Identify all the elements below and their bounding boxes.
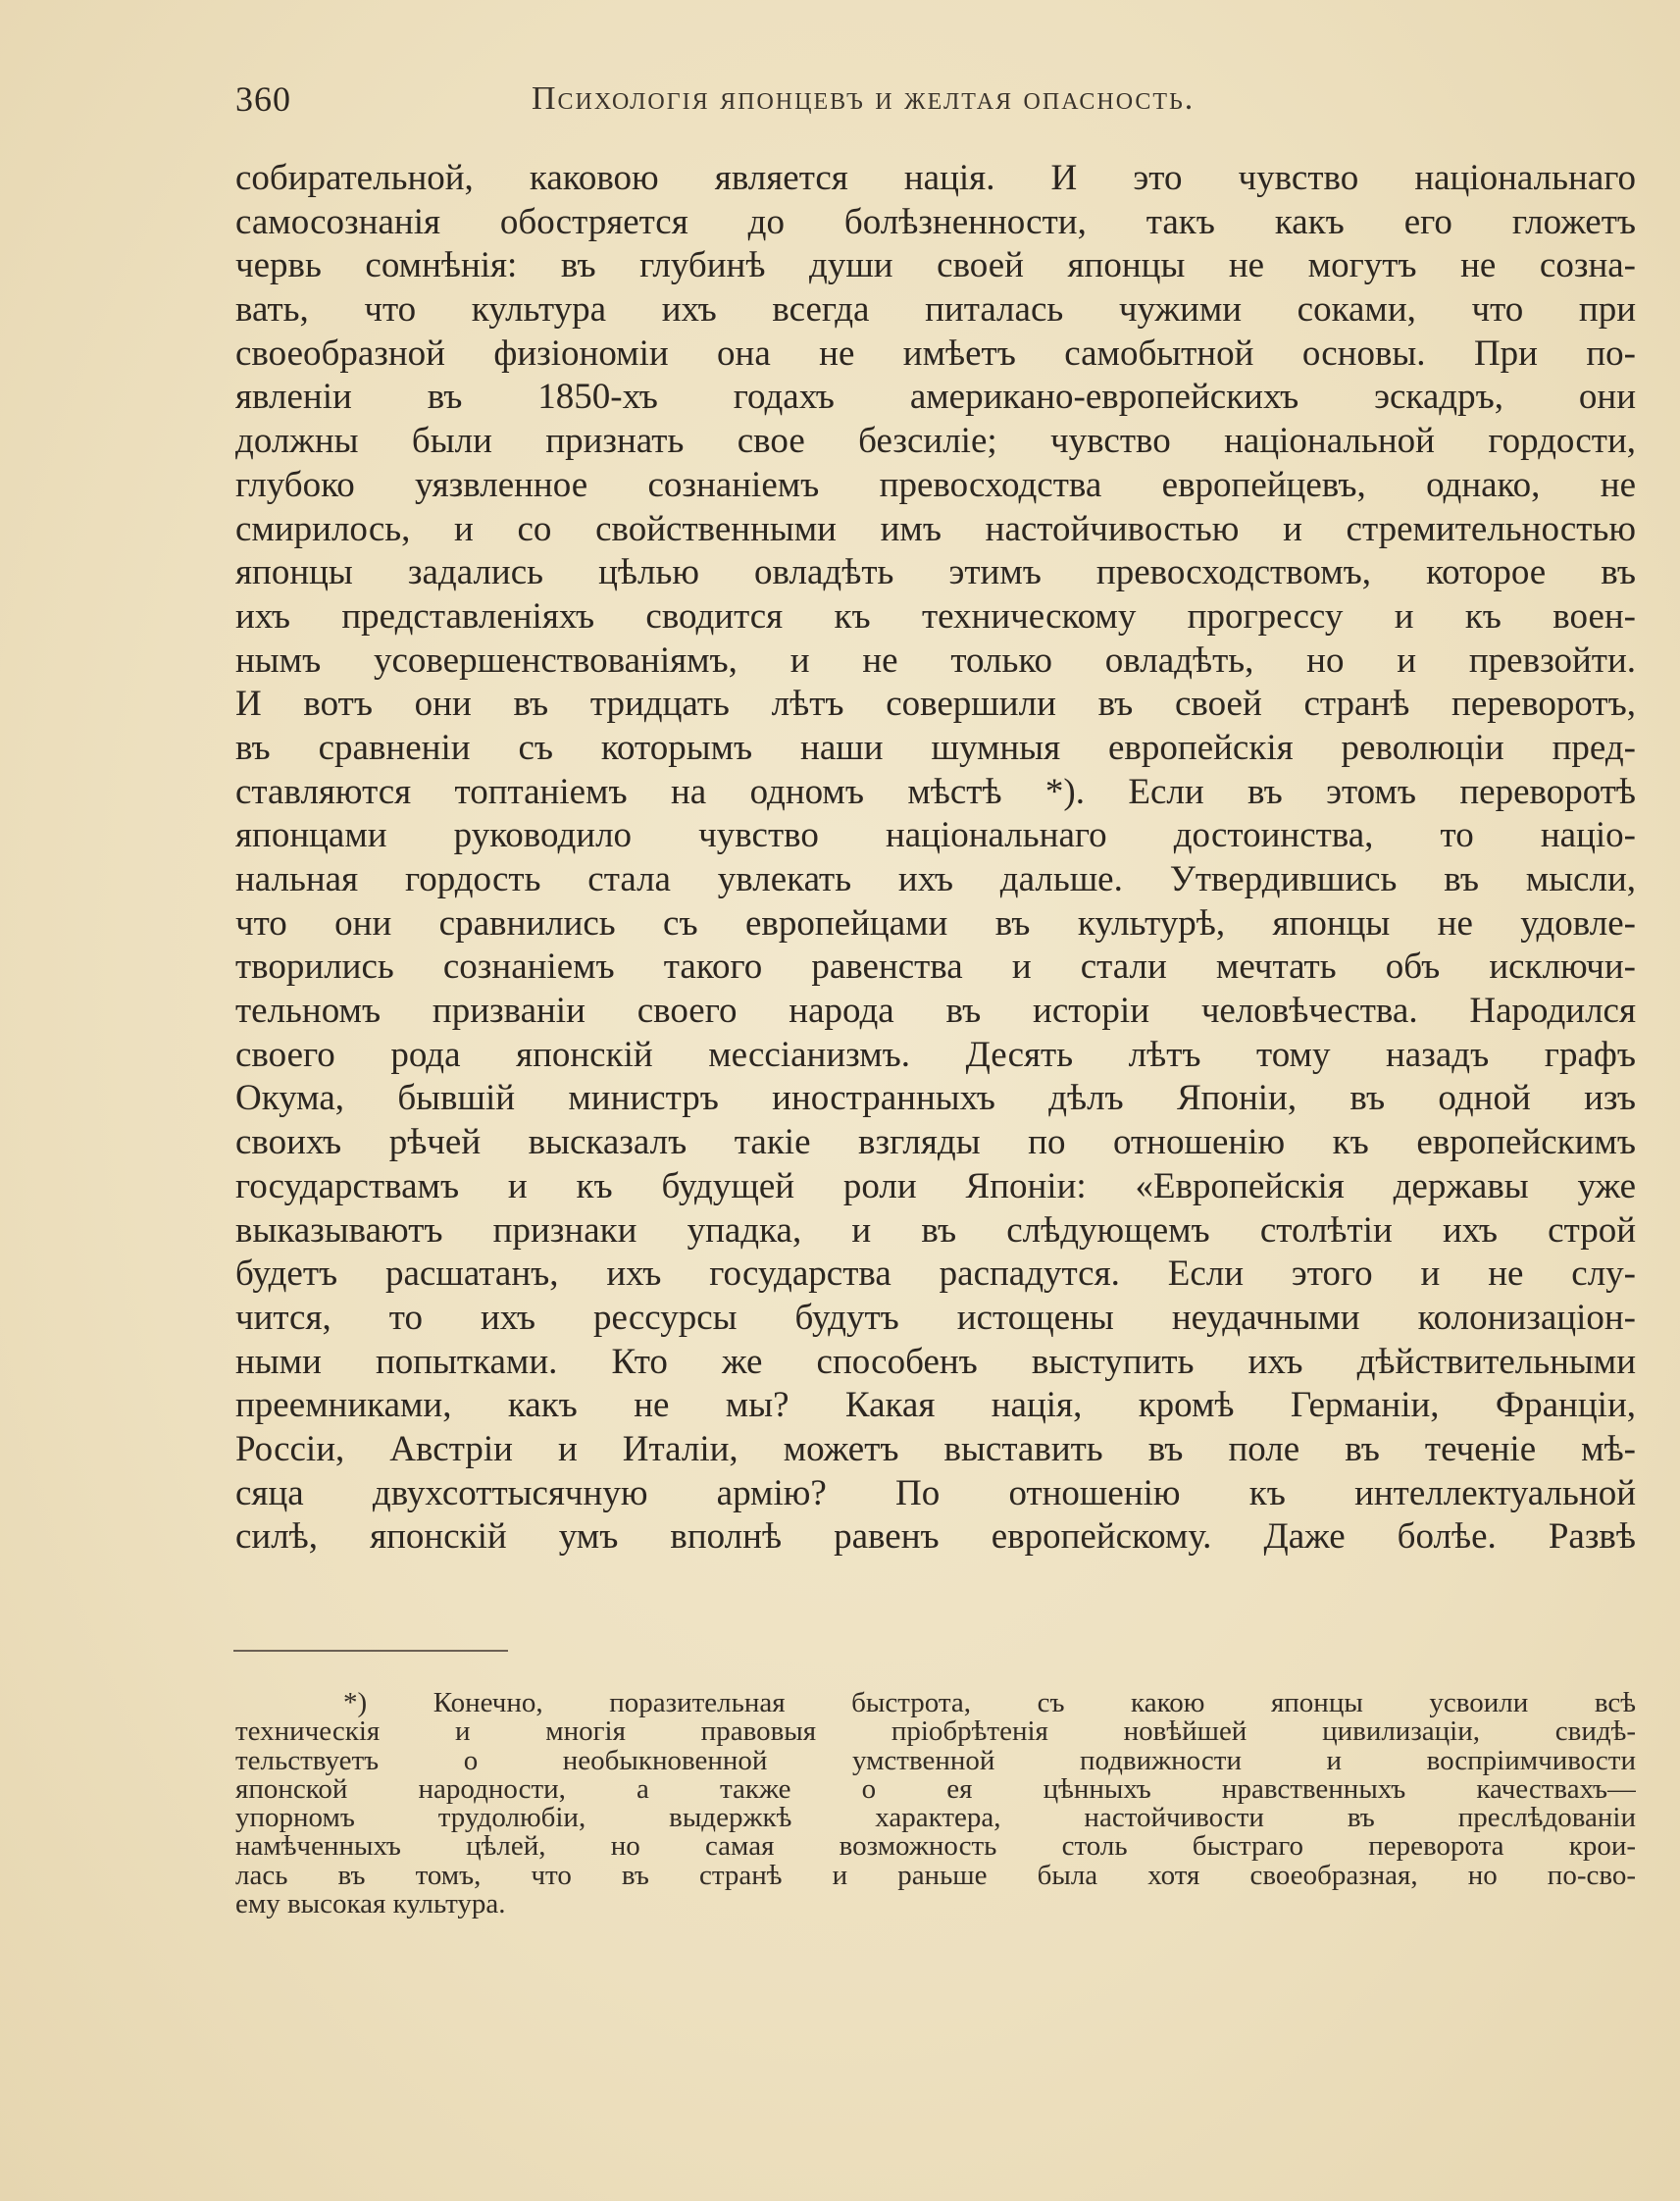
text-line: будетъ расшатанъ, ихъ государства распадутся. Если этого и не слу- [235,1254,1636,1295]
text-line: смирилось, и со свойственными имъ настойчивостью и стремительностью [235,508,1636,549]
text-line: своеобразной физіономіи она не имѣетъ самобытной основы. При по- [235,333,1636,374]
text-line: своего рода японскій мессіанизмъ. Десять лѣтъ тому назадъ графъ [235,1034,1636,1075]
text-line: глубоко уязвленное сознаніемъ превосходства европейцевъ, однако, не [235,464,1636,505]
footnote-line: намѣченныхъ цѣлей, но самая возможность столь быстраго переворота крои- [235,1832,1636,1862]
footnote-line: японской народности, а также о ея цѣнныхъ нравственныхъ качествахъ— [235,1774,1636,1805]
text-line: ихъ представленіяхъ сводится къ техническому прогрессу и къ воен- [235,595,1636,637]
text-line: И вотъ они въ тридцать лѣтъ совершили въ своей странѣ переворотъ, [235,684,1636,725]
text-line: вать, что культура ихъ всегда питалась чужими соками, что при [235,289,1636,331]
footnote-divider [233,1650,508,1652]
footnote-line: техническія и многія правовыя пріобрѣтенія новѣйшей цивилизаціи, свидѣ- [235,1717,1636,1747]
text-line: самосознанія обостряется до болѣзненности, такъ какъ его гложетъ [235,201,1636,242]
text-line: Окума, бывшій министръ иностранныхъ дѣлъ Японіи, въ одной изъ [235,1078,1636,1119]
page-number: 360 [235,79,291,119]
text-line: силѣ, японскій умъ вполнѣ равенъ европейскому. Даже болѣе. Развѣ [235,1516,1636,1558]
text-line: творились сознаніемъ такого равенства и стали мечтать объ исключи- [235,947,1636,988]
text-line: Россіи, Австріи и Италіи, можетъ выставить въ поле въ теченіе мѣ- [235,1428,1636,1469]
text-line: должны были признать свое безсиліе; чувство національной гордости, [235,421,1636,462]
text-line: своихъ рѣчей высказалъ такіе взгляды по отношенію къ европейскимъ [235,1122,1636,1163]
text-line: преемниками, какъ не мы? Какая нація, кромѣ Германіи, Франціи, [235,1385,1636,1426]
text-line: ставляются топтаніемъ на одномъ мѣстѣ *). Если въ этомъ переворотѣ [235,771,1636,812]
text-line: сяца двухсоттысячную армію? По отношенію къ интеллектуальной [235,1472,1636,1513]
text-line: японцы задались цѣлью овладѣть этимъ превосходствомъ, которое въ [235,552,1636,593]
running-head [235,78,1648,128]
text-line: ными попытками. Кто же способенъ выступить ихъ дѣйствительными [235,1341,1636,1382]
text-line: государствамъ и къ будущей роли Японіи: «Европейскія державы уже [235,1165,1636,1206]
text-line: собирательной, каковою является нація. И это чувство національнаго [235,158,1636,198]
footnote-line: ему высокая культура. [235,1890,506,1919]
text-line: японцами руководило чувство національнаго достоинства, то націо- [235,815,1636,856]
text-line: нальная гордость стала увлекать ихъ дальше. Утвердившись въ мысли, [235,859,1636,899]
text-line: червь сомнѣнія: въ глубинѣ души своей японцы не могутъ не созна- [235,245,1636,286]
footnote-line: тельствуетъ о необыкновенной умственной подвижности и воспріимчивости [235,1746,1636,1775]
text-line: что они сравнились съ европейцами въ культурѣ, японцы не удовле- [235,902,1636,944]
footnote [235,1689,1636,1919]
text-line: выказываютъ признаки упадка, и въ слѣдующемъ столѣтіи ихъ строй [235,1209,1636,1251]
main-text [235,157,1636,1560]
text-line: чится, то ихъ рессурсы будутъ истощены неудачными колонизаціон- [235,1297,1636,1338]
footnote-line: *) Конечно, поразительная быстрота, съ какою японцы усвоили всѣ [343,1689,1636,1718]
footnote-line: лась въ томъ, что въ странѣ и раньше была хотя своеобразная, но по-сво- [235,1861,1636,1891]
text-line: явленіи въ 1850-хъ годахъ американо-европейскихъ эскадръ, они [235,377,1636,418]
footnote-line: упорномъ трудолюбіи, выдержкѣ характера, настойчивости въ преслѣдованіи [235,1804,1636,1833]
running-title: Психологія японцевъ и желтая опасность. [532,80,1196,117]
text-line: нымъ усовершенствованіямъ, и не только овладѣть, но и превзойти. [235,640,1636,681]
text-line: тельномъ призваніи своего народа въ исторіи человѣчества. Народился [235,991,1636,1032]
text-line: въ сравненіи съ которымъ наши шумныя европейскія революціи пред- [235,727,1636,768]
